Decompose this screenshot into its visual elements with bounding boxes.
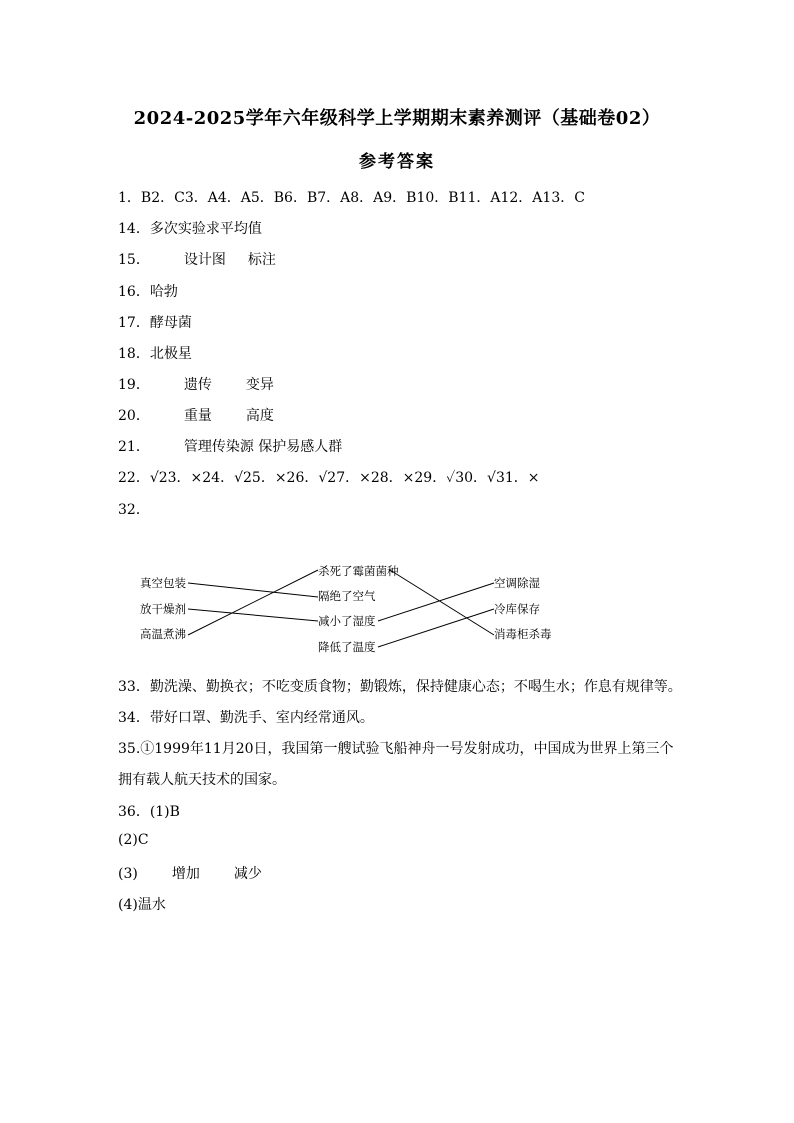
answer-20-value-2: 高度 [245,408,274,424]
diagram-right-item: 空调除湿 [494,576,540,590]
answer-36-1: 36．(1)B [118,804,180,820]
diagram-middle-item: 降低了温度 [318,640,376,654]
diagram-left-item: 高温煮沸 [140,627,186,641]
answer-36-3-value-1: 增加 [171,866,200,882]
diagram-middle-item: 减小了湿度 [318,614,376,628]
answer-36-3-number: (3) [118,866,138,882]
answer-1-13: 1．B2．C3．A4．A5．B6．B7．A8．A9．B10．B11．A12．A13．C [118,190,585,206]
answer-21-value-1: 管理传染源 保护易感人群 [183,439,343,455]
answer-15-value-1: 设计图 [183,252,226,268]
answer-35-line-2: 拥有载人航天技术的国家。 [118,772,286,788]
answer-34: 34．带好口罩、勤洗手、室内经常通风。 [118,710,374,726]
diagram-connector [188,583,318,597]
answer-20 [118,405,274,425]
diagram-connector [188,609,318,621]
diagram-middle-item: 隔绝了空气 [318,589,376,603]
diagram-connector [378,609,494,647]
answer-14: 14．多次实验求平均值 [118,221,262,237]
answer-36-4: (4)温水 [118,897,166,913]
answer-19-value-1: 遗传 [183,377,212,393]
diagram-right-item: 消毒柜杀毒 [494,627,552,641]
answer-32: 32． [118,502,150,518]
answer-17: 17．酵母菌 [118,315,192,331]
diagram-left-item: 真空包装 [140,576,186,590]
answer-21 [118,436,342,456]
answer-16: 16．哈勃 [118,284,178,300]
answer-19-number: 19． [118,377,150,393]
answer-20-number: 20． [118,408,150,424]
matching-diagram [130,555,570,665]
answer-15-value-2: 标注 [247,252,276,268]
page-title: 2024-2025学年六年级科学上学期期末素养测评（基础卷02） [133,108,661,129]
answer-15-number: 15． [118,252,150,268]
answer-15 [118,249,276,269]
answer-35-line-1: 35.①1999年11月20日，我国第一艘试验飞船神舟一号发射成功，中国成为世界上第三个 [118,741,674,757]
answer-33: 33．勤洗澡、勤换衣；不吃变质食物；勤锻炼，保持健康心态；不喝生水；作息有规律等。 [118,679,682,695]
diagram-connector [390,570,494,635]
page-subtitle: 参考答案 [359,152,435,172]
answer-21-number: 21． [118,439,150,455]
answer-19-value-2: 变异 [245,377,274,393]
answer-36-3 [118,863,262,883]
answer-36-3-value-2: 减少 [233,866,262,882]
answer-36-2: (2)C [118,832,149,848]
diagram-right-item: 冷库保存 [494,602,540,616]
answer-19 [118,374,274,394]
answer-20-value-1: 重量 [183,408,212,424]
answer-18: 18．北极星 [118,346,192,362]
diagram-middle-item: 杀死了霉菌菌种 [318,564,399,578]
answer-22-31: 22．√23．×24．√25．×26．√27．×28．×29．✓30．√31．× [118,470,540,486]
diagram-left-item: 放干燥剂 [140,602,186,616]
diagram-connector [378,583,494,621]
diagram-connector [188,570,318,635]
